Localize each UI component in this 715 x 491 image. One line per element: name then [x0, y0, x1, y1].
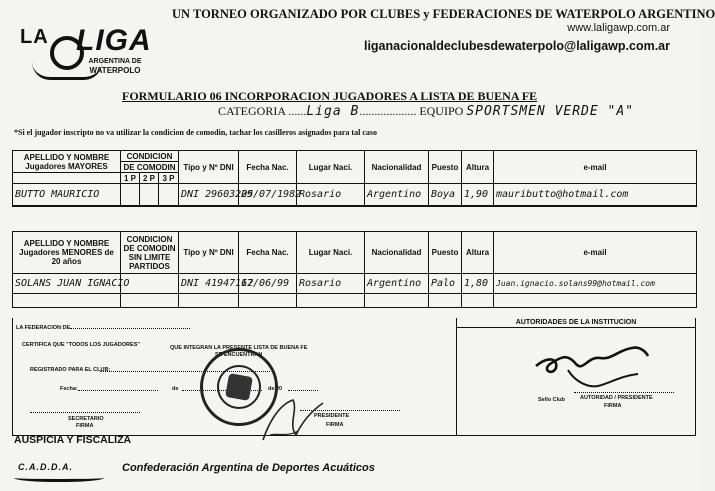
player-name-cell[interactable]: BUTTO MAURICIO	[13, 184, 121, 206]
fecha-line[interactable]	[78, 390, 158, 391]
altura-cell[interactable]: 1,90	[462, 184, 494, 206]
fecha-anio-line[interactable]	[288, 390, 318, 391]
federacion-label: LA FEDERACION DE	[16, 325, 71, 331]
header-email-menores: e-mail	[494, 232, 697, 274]
category-row: CATEGORIA ......Liga B................... EQUIPO SPORTSMEN VERDE "A"	[218, 104, 635, 119]
autoridad-label: AUTORIDAD / PRESIDENTE	[580, 395, 653, 401]
presidente-label: PRESIDENTE	[314, 413, 350, 419]
comodin-2p-cell[interactable]	[140, 184, 159, 206]
authority-signature-icon	[528, 336, 658, 396]
comodin-1p-cell[interactable]	[121, 184, 140, 206]
mayores-table	[12, 150, 697, 207]
comodin-cell[interactable]	[121, 274, 179, 294]
registrado-label: REGISTRADO PARA EL CLUB:	[30, 367, 111, 373]
header-lugar-menores: Lugar Naci.	[297, 232, 365, 274]
integran-label: QUE INTEGRAN LA PRESENTE LISTA DE BUENA FE	[170, 345, 308, 351]
confederacion-name: Confederación Argentina de Deportes Acuáticos	[122, 462, 375, 474]
fecha-anio-label: de 20	[268, 386, 283, 392]
header-comodin: DE COMODIN	[121, 162, 179, 173]
header-condicion-menores: CONDICION DE COMODIN SIN LIMITE PARTIDOS	[121, 232, 179, 274]
header-name-blank	[13, 173, 121, 184]
form-title: FORMULARIO 06 INCORPORACION JUGADORES A LISTA DE BUENA FE	[122, 89, 538, 103]
certifica-label: CERTIFICA QUE "TODOS LOS JUGADORES"	[22, 342, 140, 348]
cadda-logo: C.A.D.D.A.	[18, 462, 73, 472]
header-condicion: CONDICION	[121, 151, 179, 162]
president-signature-icon	[258, 395, 328, 445]
federacion-line[interactable]	[70, 328, 190, 329]
lugar-cell[interactable]: Rosario	[297, 184, 365, 206]
header-name: APELLIDO Y NOMBRE Jugadores MAYORES	[13, 151, 121, 173]
puesto-cell[interactable]: Palo	[429, 274, 462, 294]
cadda-swoosh-icon	[14, 474, 104, 482]
autoridad-firma-label: FIRMA	[604, 403, 622, 409]
nacionalidad-cell[interactable]: Argentino	[365, 274, 429, 294]
logo-la-text: LA	[20, 26, 49, 48]
logo-sub2: WATERPOLO	[89, 66, 141, 75]
logo-sub1: ARGENTINA DE	[88, 58, 142, 65]
table-row	[13, 206, 697, 207]
contact-email: liganacionaldeclubesdewaterpolo@laligawp.com.ar	[363, 39, 670, 53]
logo-liga-text: LIGA	[76, 24, 152, 57]
altura-cell[interactable]: 1,80	[462, 274, 494, 294]
lugar-cell[interactable]: Rosario	[297, 274, 365, 294]
header-1p: 1 P	[121, 173, 140, 184]
category-label: CATEGORIA	[218, 104, 286, 118]
email-cell[interactable]: Juan.ignacio.solans99@hotmail.com	[494, 274, 697, 294]
menores-table	[12, 231, 697, 308]
dni-cell[interactable]: DNI 29603205	[179, 184, 239, 206]
header-name-menores: APELLIDO Y NOMBRE Jugadores MENORES de 20 años	[13, 232, 121, 274]
category-value: Liga B	[306, 104, 360, 119]
comodin-note: *Si el jugador inscripto no va utilizar la condicion de comodin, tachar los casilleros asignados para tal caso	[14, 128, 377, 137]
fecha-label: Fecha:	[60, 386, 78, 392]
presidente-firma-label: FIRMA	[326, 422, 344, 428]
header-2p: 2 P	[140, 173, 159, 184]
authorities-heading: AUTORIDADES DE LA INSTITUCION	[456, 318, 696, 328]
fecha-cell[interactable]: 17/06/99	[239, 274, 297, 294]
sello-label: Sello Club	[538, 397, 565, 403]
table-row	[13, 184, 697, 206]
auspicia-label: AUSPICIA Y FISCALIZA	[14, 434, 132, 446]
header-altura-menores: Altura	[462, 232, 494, 274]
header-dni-menores: Tipo y Nº DNI	[179, 232, 239, 274]
player-name-cell[interactable]: SOLANS JUAN IGNACIO	[13, 274, 121, 294]
dni-cell[interactable]: DNI 41947162	[179, 274, 239, 294]
secretario-label: SECRETARIO	[68, 416, 104, 422]
header-puesto-menores: Puesto	[429, 232, 462, 274]
header-nacionalidad-menores: Nacionalidad	[365, 232, 429, 274]
fecha-cell[interactable]: 29/07/1982	[239, 184, 297, 206]
header-3p: 3 P	[159, 173, 179, 184]
header-fecha: Fecha Nac.	[239, 151, 297, 184]
header-lugar: Lugar Naci.	[297, 151, 365, 184]
secretario-firma-label: FIRMA	[76, 423, 94, 429]
table-row	[13, 294, 697, 308]
header-fecha-menores: Fecha Nac.	[239, 232, 297, 274]
table-row	[13, 274, 697, 294]
organizer-title: UN TORNEO ORGANIZADO POR CLUBES y FEDERACIONES DE WATERPOLO ARGENTINO	[172, 7, 715, 21]
puesto-cell[interactable]: Boya	[429, 184, 462, 206]
team-label: EQUIPO	[419, 104, 464, 118]
header-altura: Altura	[462, 151, 494, 184]
header-puesto: Puesto	[429, 151, 462, 184]
header-email: e-mail	[494, 151, 697, 184]
header-nacionalidad: Nacionalidad	[365, 151, 429, 184]
fecha-de-label: de	[172, 386, 179, 392]
header-dni: Tipo y Nº DNI	[179, 151, 239, 184]
email-cell[interactable]: mauributto@hotmail.com	[494, 184, 697, 206]
secretario-sign-line[interactable]	[30, 412, 140, 413]
encuentran-label: SE ENCUENTRAN	[215, 352, 263, 358]
comodin-3p-cell[interactable]	[159, 184, 179, 206]
team-value: SPORTSMEN VERDE "A"	[466, 104, 635, 119]
autoridad-sign-line[interactable]	[574, 392, 674, 393]
website-link: www.laligawp.com.ar	[567, 22, 670, 34]
nacionalidad-cell[interactable]: Argentino	[365, 184, 429, 206]
